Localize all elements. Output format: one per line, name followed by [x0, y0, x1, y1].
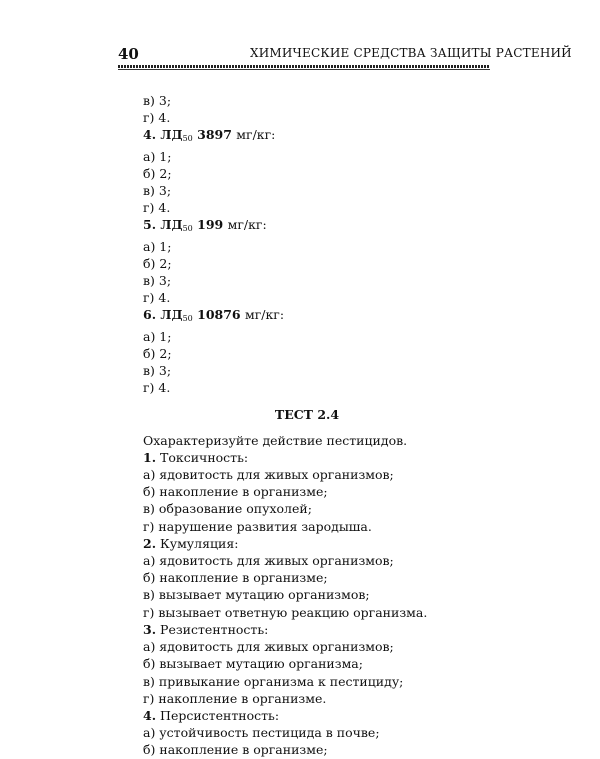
test-title: ТЕСТ 2.4: [274, 407, 340, 423]
option-line: в) вызывает мутацию организмов;: [143, 587, 370, 603]
ld-unit: мг/кг:: [236, 127, 276, 143]
ld-value: 10876: [197, 307, 241, 323]
option-line: а) 1;: [143, 148, 172, 164]
page-content: [143, 92, 473, 759]
ld-prefix: ЛД: [160, 217, 183, 233]
option-line: а) устойчивость пестицида в почве;: [143, 725, 380, 741]
option-line: в) привыкание организма к пестициду;: [143, 673, 404, 689]
option-line: в) 3;: [143, 273, 172, 289]
option-line: б) накопление в организме;: [143, 742, 328, 758]
page-number: 40: [118, 45, 139, 63]
header-rule-thin: [118, 69, 490, 70]
test-question-3: [143, 621, 473, 638]
option-line: г) нарушение развития зародыша.: [143, 518, 372, 534]
ld-question-6: [143, 306, 473, 327]
option-line: г) накопление в организме.: [143, 690, 327, 706]
ld-prefix: ЛД: [160, 127, 183, 143]
header-rule: [118, 65, 490, 68]
question-number: 1.: [143, 449, 157, 465]
question-number: 2.: [143, 535, 157, 551]
ld-question-4: [143, 126, 473, 147]
option-line: г) 4.: [143, 110, 171, 126]
question-number: 4.: [143, 127, 157, 143]
option-line: в) 3;: [143, 363, 172, 379]
ld-prefix: ЛД: [160, 307, 183, 323]
option-line: в) 3;: [143, 93, 172, 108]
ld-value: 3897: [197, 127, 232, 143]
ld-question-5: [143, 216, 473, 237]
option-line: б) вызывает мутацию организма;: [143, 656, 363, 672]
option-line: б) накопление в организме;: [143, 570, 328, 586]
option-line: б) 2;: [143, 255, 172, 271]
option-line: г) 4.: [143, 200, 171, 216]
option-line: б) 2;: [143, 165, 172, 181]
question-text: Кумуляция:: [160, 535, 239, 551]
ld-unit: мг/кг:: [245, 307, 285, 323]
test-question-4: [143, 707, 473, 724]
question-number: 3.: [143, 621, 157, 637]
question-text: Персистентность:: [160, 707, 280, 723]
running-title: ХИМИЧЕСКИЕ СРЕДСТВА ЗАЩИТЫ РАСТЕНИЙ: [250, 46, 572, 60]
option-line: а) 1;: [143, 238, 172, 254]
option-line: г) 4.: [143, 380, 171, 396]
option-line: б) 2;: [143, 345, 172, 361]
ld-unit: мг/кг:: [227, 217, 267, 233]
option-line: г) 4.: [143, 290, 171, 306]
option-line: г) вызывает ответную реакцию организма.: [143, 604, 428, 620]
test-intro: Охарактеризуйте действие пестицидов.: [143, 432, 408, 448]
question-text: Резистентность:: [160, 621, 269, 637]
option-line: а) ядовитость для живых организмов;: [143, 639, 394, 655]
question-number: 4.: [143, 707, 157, 723]
question-number: 5.: [143, 217, 157, 233]
option-line: а) ядовитость для живых организмов;: [143, 467, 394, 483]
test-question-1: [143, 449, 473, 466]
ld-value: 199: [197, 217, 224, 233]
option-line: в) образование опухолей;: [143, 501, 312, 517]
question-number: 6.: [143, 307, 157, 323]
question-text: Токсичность:: [160, 449, 249, 465]
test-question-2: [143, 535, 473, 552]
ld-subscript: 50: [182, 314, 193, 324]
option-line: в) 3;: [143, 183, 172, 199]
option-line: б) накопление в организме;: [143, 484, 328, 500]
option-line: а) 1;: [143, 328, 172, 344]
ld-subscript: 50: [182, 134, 193, 144]
ld-subscript: 50: [182, 224, 193, 234]
option-line: а) ядовитость для живых организмов;: [143, 553, 394, 569]
